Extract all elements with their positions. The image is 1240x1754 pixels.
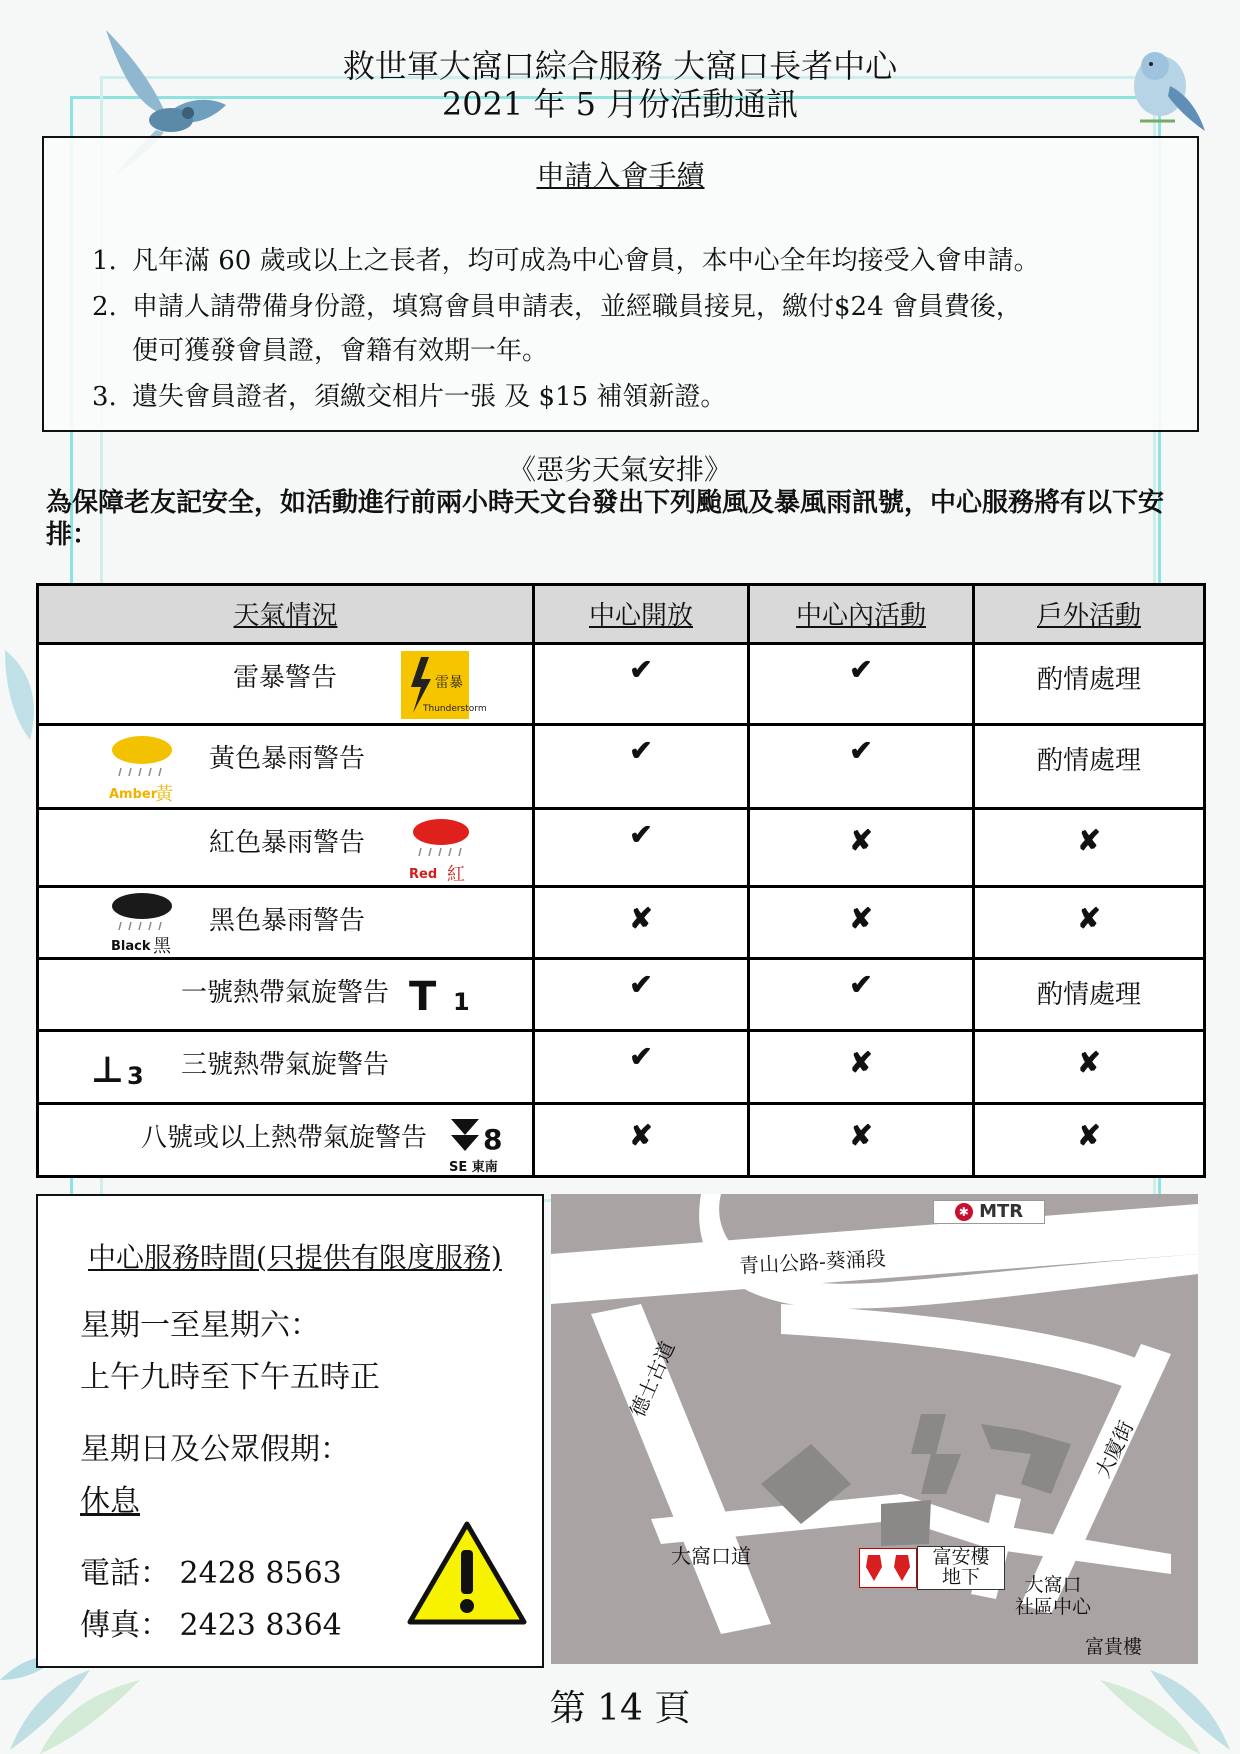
svg-text:紅: 紅 [447, 864, 465, 886]
weather-intro: 為保障老友記安全，如活動進行前兩小時天文台發出下列颱風及暴風雨訊號，中心服務將有以下安排： [46, 488, 1165, 550]
table-row [38, 1030, 1205, 1103]
indoor-cell: ✘ [749, 1030, 974, 1103]
table-row [38, 643, 1205, 724]
condition-cell: 八號或以上熱帶氣旋警告 8 SE 東南 [38, 1103, 534, 1176]
building-fu-kwai: 富貴樓 [1085, 1636, 1143, 1658]
mtr-icon: ✱ [955, 1203, 973, 1221]
service-hours-box [36, 1194, 544, 1668]
outdoor-cell: ✘ [974, 1103, 1205, 1176]
typhoon-signal-1-icon [409, 973, 489, 1020]
condition-cell: Amber 黃 黃色暴雨警告 [38, 725, 534, 809]
svg-text:Thunderstorm: Thunderstorm [423, 703, 487, 714]
mtr-logo: ✱ MTR [933, 1200, 1045, 1224]
svg-text:Amber: Amber [109, 787, 158, 803]
outdoor-cell: ✘ [974, 809, 1205, 886]
black-rainstorm-icon [107, 890, 177, 956]
svg-text:黑: 黑 [153, 935, 171, 957]
membership-rule-3: 3. 遺失會員證者，須繳交相片一張 及 $15 補領新證。 [92, 382, 727, 412]
location-map [551, 1194, 1198, 1664]
table-row [38, 1103, 1205, 1176]
outdoor-cell: ✘ [974, 886, 1205, 958]
newsletter-title-line2: 2021 年 5 月份活動通訊 [441, 85, 799, 123]
salvation-army-logo [859, 1548, 917, 1588]
outdoor-cell: 酌情處理 [974, 958, 1205, 1030]
weekday-label: 星期一至星期六： [80, 1308, 320, 1343]
indoor-cell: ✔ [749, 958, 974, 1030]
svg-text:黃: 黃 [155, 784, 173, 806]
fax-number: 傳真： 2423 8364 [80, 1608, 342, 1643]
road-label-castle-peak: 青山公路-葵涌段 [738, 1246, 887, 1278]
table-header-row [38, 585, 1205, 644]
table-row [38, 809, 1205, 886]
indoor-cell: ✔ [749, 725, 974, 809]
svg-text:Black: Black [111, 938, 151, 954]
open-cell: ✔ [534, 643, 749, 724]
condition-cell: 一號熱帶氣旋警告 T 1 [38, 958, 534, 1030]
open-cell: ✔ [534, 725, 749, 809]
service-hours-title: 中心服務時間(只提供有限度服務) [88, 1241, 502, 1274]
open-cell: ✔ [534, 809, 749, 886]
svg-text:⊥: ⊥ [91, 1049, 124, 1091]
page-number: 第 14 頁 [549, 1688, 691, 1729]
indoor-cell: ✘ [749, 886, 974, 958]
newsletter-title-line1: 救世軍大窩口綜合服務 大窩口長者中心 [342, 47, 898, 85]
open-cell: ✘ [534, 1103, 749, 1176]
column-header-open: 中心開放 [534, 585, 749, 644]
table-row [38, 886, 1205, 958]
condition-cell: 紅色暴雨警告 Red 紅 [38, 809, 534, 886]
community-centre-label: 大窩口 社區中心 [1015, 1574, 1092, 1618]
warning-icon [406, 1520, 528, 1626]
weather-arrangement-table [36, 583, 1206, 1178]
membership-procedure-box [42, 136, 1199, 432]
condition-cell: 雷暴警告 雷暴 Thunderstorm [38, 643, 534, 724]
road-label-texaco: 德士古道 [625, 1337, 680, 1421]
membership-rule-1: 1. 凡年滿 60 歲或以上之長者，均可成為中心會員，本中心全年均接受入會申請。 [92, 246, 1040, 276]
building-fu-on: 富安樓 地下 [917, 1546, 1005, 1590]
condition-cell: Black 黑 黑色暴雨警告 [38, 886, 534, 958]
open-cell: ✔ [534, 958, 749, 1030]
svg-text:3: 3 [127, 1061, 144, 1090]
outdoor-cell: 酌情處理 [974, 725, 1205, 809]
membership-rule-2-cont: 便可獲發會員證，會籍有效期一年。 [132, 336, 549, 366]
condition-cell: ⊥ 3 三號熱帶氣旋警告 [38, 1030, 534, 1103]
indoor-cell: ✘ [749, 1103, 974, 1176]
typhoon-signal-8-icon [449, 1113, 519, 1175]
red-rainstorm-icon [407, 814, 473, 884]
column-header-outdoor: 戶外活動 [974, 585, 1205, 644]
svg-text:Red: Red [409, 867, 438, 883]
membership-rule-2: 2. 申請人請帶備身份證，填寫會員申請表，並經職員接見，繳付$24 會員費後， [92, 292, 1022, 322]
svg-text:SE 東南: SE 東南 [449, 1159, 498, 1175]
holiday-time: 休息 [80, 1484, 140, 1519]
road-label-tai-ha: 大廈街 [1090, 1416, 1139, 1482]
open-cell: ✘ [534, 886, 749, 958]
column-header-weather: 天氣情況 [38, 585, 534, 644]
svg-text:雷暴: 雷暴 [435, 674, 463, 691]
table-row [38, 958, 1205, 1030]
open-cell: ✔ [534, 1030, 749, 1103]
table-row [38, 725, 1205, 809]
svg-text:8: 8 [483, 1122, 503, 1156]
phone-number: 電話： 2428 8563 [80, 1556, 342, 1591]
weather-heading: 《惡劣天氣安排》 [507, 453, 732, 486]
indoor-cell: ✘ [749, 809, 974, 886]
holiday-label: 星期日及公眾假期： [80, 1432, 350, 1467]
column-header-indoor: 中心內活動 [749, 585, 974, 644]
typhoon-signal-3-icon [91, 1050, 155, 1090]
svg-text:T: T [409, 973, 437, 1020]
outdoor-cell: 酌情處理 [974, 643, 1205, 724]
thunderstorm-icon [401, 651, 487, 719]
indoor-cell: ✔ [749, 643, 974, 724]
svg-text:1: 1 [453, 987, 470, 1016]
outdoor-cell: ✘ [974, 1030, 1205, 1103]
weekday-time: 上午九時至下午五時正 [80, 1360, 380, 1395]
membership-title: 申請入會手續 [536, 159, 705, 192]
road-label-tai-wo-hau: 大窩口道 [671, 1544, 751, 1568]
amber-rainstorm-icon [107, 732, 177, 804]
